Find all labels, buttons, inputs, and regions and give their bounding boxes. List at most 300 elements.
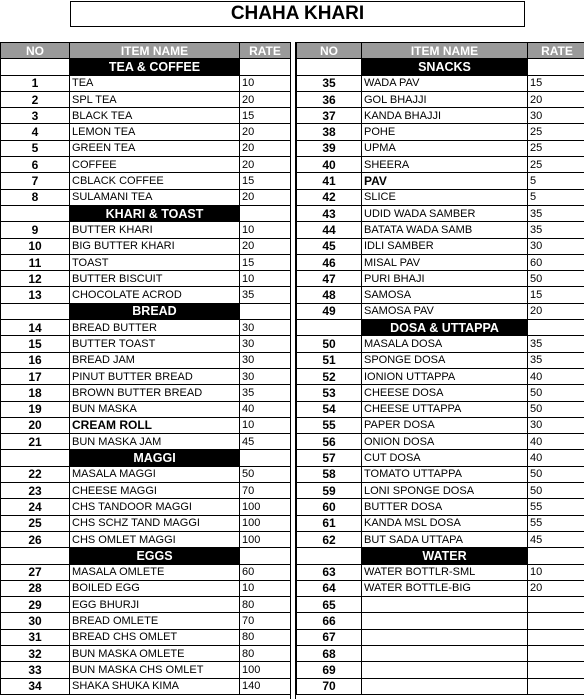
menu-item-row (1, 597, 291, 613)
item-rate: 140 (240, 678, 291, 694)
menu-item-row (1, 336, 291, 352)
item-name: BUN MASKA (70, 401, 240, 417)
menu-item-row (1, 271, 291, 287)
empty-cell (240, 303, 291, 319)
item-rate: 25 (528, 124, 584, 140)
item-rate: 35 (528, 205, 584, 221)
item-rate: 20 (240, 124, 291, 140)
item-number: 21 (1, 434, 70, 450)
menu-item-row (1, 662, 291, 678)
item-rate: 100 (240, 515, 291, 531)
item-rate: 10 (240, 222, 291, 238)
item-name: ONION DOSA (362, 434, 528, 450)
item-rate (528, 662, 584, 678)
menu-item-row (1, 580, 291, 596)
item-number: 5 (1, 140, 70, 156)
section-row (1, 59, 291, 75)
item-number: 53 (297, 385, 362, 401)
item-name: CHEESE MAGGI (70, 483, 240, 499)
item-rate: 25 (528, 140, 584, 156)
item-rate: 40 (240, 401, 291, 417)
section-heading: TEA & COFFEE (70, 59, 240, 75)
section-heading: WATER (362, 548, 528, 564)
empty-cell (528, 59, 584, 75)
menu-item-row (297, 238, 584, 254)
item-rate: 40 (528, 450, 584, 466)
item-number: 49 (297, 303, 362, 319)
item-name: UPMA (362, 140, 528, 156)
item-number: 7 (1, 173, 70, 189)
item-name: MASALA DOSA (362, 336, 528, 352)
item-number: 29 (1, 597, 70, 613)
menu-item-row (297, 629, 584, 645)
menu-item-row (297, 173, 584, 189)
item-number: 24 (1, 499, 70, 515)
empty-cell (240, 59, 291, 75)
item-rate: 100 (240, 499, 291, 515)
menu-item-row (297, 75, 584, 91)
menu-item-row (1, 385, 291, 401)
empty-cell (1, 450, 70, 466)
item-number: 8 (1, 189, 70, 205)
item-name: CREAM ROLL (70, 417, 240, 433)
menu-item-row (297, 91, 584, 107)
item-name: SLICE (362, 189, 528, 205)
empty-cell (240, 450, 291, 466)
menu-table-right (296, 42, 584, 695)
item-name: MISAL PAV (362, 254, 528, 270)
menu-item-row (297, 385, 584, 401)
item-name: BUTTER BISCUIT (70, 271, 240, 287)
item-name: TEA (70, 75, 240, 91)
menu-item-row (1, 401, 291, 417)
item-rate: 100 (240, 662, 291, 678)
section-row (297, 320, 584, 336)
menu-item-row (297, 678, 584, 694)
menu-item-row (297, 140, 584, 156)
item-rate: 10 (240, 580, 291, 596)
item-name: BUN MASKA JAM (70, 434, 240, 450)
item-number: 28 (1, 580, 70, 596)
menu-item-row (1, 645, 291, 661)
item-rate: 10 (528, 564, 584, 580)
item-rate: 50 (240, 466, 291, 482)
item-name: SPONGE DOSA (362, 352, 528, 368)
item-number: 63 (297, 564, 362, 580)
item-number: 9 (1, 222, 70, 238)
section-row (1, 450, 291, 466)
item-number: 35 (297, 75, 362, 91)
item-rate: 10 (240, 417, 291, 433)
item-name: SAMOSA PAV (362, 303, 528, 319)
item-rate: 20 (240, 238, 291, 254)
item-number: 44 (297, 222, 362, 238)
item-number: 69 (297, 662, 362, 678)
item-number: 15 (1, 336, 70, 352)
item-name: CHEESE UTTAPPA (362, 401, 528, 417)
menu-item-row (297, 303, 584, 319)
item-number: 60 (297, 499, 362, 515)
header-no: NO (297, 43, 362, 59)
item-name: BUTTER KHARI (70, 222, 240, 238)
item-number: 54 (297, 401, 362, 417)
item-name: PAV (362, 173, 528, 189)
item-number: 42 (297, 189, 362, 205)
menu-item-row (297, 499, 584, 515)
item-name: GOL BHAJJI (362, 91, 528, 107)
menu-item-row (1, 91, 291, 107)
item-rate: 50 (528, 483, 584, 499)
empty-cell (297, 59, 362, 75)
item-name (362, 597, 528, 613)
item-name: BREAD CHS OMLET (70, 629, 240, 645)
item-number: 6 (1, 157, 70, 173)
item-number: 33 (1, 662, 70, 678)
menu-item-row (297, 336, 584, 352)
item-name: BOILED EGG (70, 580, 240, 596)
menu-item-row (297, 124, 584, 140)
menu-item-row (297, 564, 584, 580)
item-number: 36 (297, 91, 362, 107)
menu-table-left (0, 42, 291, 695)
item-rate: 15 (528, 75, 584, 91)
section-heading: EGGS (70, 548, 240, 564)
item-number: 40 (297, 157, 362, 173)
item-name: LEMON TEA (70, 124, 240, 140)
section-row (1, 548, 291, 564)
item-number: 39 (297, 140, 362, 156)
item-number: 58 (297, 466, 362, 482)
item-number: 26 (1, 531, 70, 547)
item-name: BUTTER DOSA (362, 499, 528, 515)
item-rate: 5 (528, 189, 584, 205)
item-number: 23 (1, 483, 70, 499)
item-rate: 80 (240, 629, 291, 645)
item-number: 59 (297, 483, 362, 499)
menu-item-row (297, 368, 584, 384)
item-name: CBLACK COFFEE (70, 173, 240, 189)
header-no: NO (1, 43, 70, 59)
item-name: CHS TANDOOR MAGGI (70, 499, 240, 515)
item-rate: 10 (240, 271, 291, 287)
item-number: 37 (297, 108, 362, 124)
item-rate (528, 597, 584, 613)
item-name: COFFEE (70, 157, 240, 173)
item-number: 19 (1, 401, 70, 417)
item-name (362, 613, 528, 629)
item-rate: 20 (528, 580, 584, 596)
item-number: 47 (297, 271, 362, 287)
menu-item-row (1, 499, 291, 515)
item-rate: 55 (528, 515, 584, 531)
item-rate: 35 (528, 352, 584, 368)
item-number: 12 (1, 271, 70, 287)
item-name: BUN MASKA OMLETE (70, 645, 240, 661)
header-row (1, 43, 291, 59)
menu-item-row (1, 75, 291, 91)
item-name: WATER BOTTLE-BIG (362, 580, 528, 596)
item-name: BUN MASKA CHS OMLET (70, 662, 240, 678)
menu-item-row (1, 189, 291, 205)
section-heading: MAGGI (70, 450, 240, 466)
empty-cell (1, 205, 70, 221)
section-row (297, 548, 584, 564)
menu-item-row (1, 678, 291, 694)
item-name: WADA PAV (362, 75, 528, 91)
item-rate: 45 (240, 434, 291, 450)
item-rate: 70 (240, 483, 291, 499)
item-name: SHAKA SHUKA KIMA (70, 678, 240, 694)
header-row (297, 43, 584, 59)
menu-item-row (297, 597, 584, 613)
item-number: 56 (297, 434, 362, 450)
item-rate: 30 (528, 417, 584, 433)
section-heading: BREAD (70, 303, 240, 319)
menu-item-row (1, 173, 291, 189)
item-rate (528, 629, 584, 645)
item-number: 32 (1, 645, 70, 661)
item-rate: 35 (528, 336, 584, 352)
menu-item-row (1, 254, 291, 270)
empty-cell (240, 205, 291, 221)
item-rate: 30 (240, 352, 291, 368)
menu-item-row (1, 629, 291, 645)
item-rate: 15 (240, 254, 291, 270)
item-name: KANDA MSL DOSA (362, 515, 528, 531)
item-rate: 45 (528, 531, 584, 547)
item-number: 18 (1, 385, 70, 401)
item-name: GREEN TEA (70, 140, 240, 156)
item-name (362, 629, 528, 645)
menu-item-row (297, 287, 584, 303)
empty-cell (1, 303, 70, 319)
item-name: POHE (362, 124, 528, 140)
menu-item-row (1, 140, 291, 156)
empty-cell (528, 320, 584, 336)
item-rate: 10 (240, 75, 291, 91)
section-heading: DOSA & UTTAPPA (362, 320, 528, 336)
menu-item-row (1, 108, 291, 124)
menu-item-row (1, 613, 291, 629)
menu-item-row (1, 483, 291, 499)
item-rate: 40 (528, 434, 584, 450)
item-rate: 15 (240, 108, 291, 124)
menu-item-row (1, 157, 291, 173)
item-rate: 30 (240, 336, 291, 352)
item-number: 30 (1, 613, 70, 629)
menu-item-row (1, 417, 291, 433)
empty-cell (528, 548, 584, 564)
item-name: BREAD BUTTER (70, 320, 240, 336)
item-rate: 20 (240, 91, 291, 107)
item-number: 1 (1, 75, 70, 91)
section-row (1, 303, 291, 319)
item-number: 45 (297, 238, 362, 254)
menu-item-row (297, 580, 584, 596)
item-name: BATATA WADA SAMB (362, 222, 528, 238)
menu-item-row (297, 271, 584, 287)
item-name: SULAMANI TEA (70, 189, 240, 205)
item-number: 65 (297, 597, 362, 613)
item-name: SHEERA (362, 157, 528, 173)
menu-item-row (297, 108, 584, 124)
item-number: 16 (1, 352, 70, 368)
item-rate: 55 (528, 499, 584, 515)
item-name (362, 678, 528, 694)
item-number: 25 (1, 515, 70, 531)
item-rate: 20 (528, 303, 584, 319)
menu-item-row (297, 483, 584, 499)
menu-item-row (297, 254, 584, 270)
item-number: 61 (297, 515, 362, 531)
header-rate: RATE (240, 43, 291, 59)
item-rate: 80 (240, 597, 291, 613)
item-rate: 25 (528, 157, 584, 173)
item-number: 34 (1, 678, 70, 694)
item-number: 14 (1, 320, 70, 336)
item-number: 22 (1, 466, 70, 482)
item-number: 51 (297, 352, 362, 368)
menu-item-row (297, 417, 584, 433)
item-number: 31 (1, 629, 70, 645)
item-rate: 50 (528, 271, 584, 287)
item-rate: 40 (528, 368, 584, 384)
item-name (362, 645, 528, 661)
item-number: 3 (1, 108, 70, 124)
item-number: 70 (297, 678, 362, 694)
item-number: 20 (1, 417, 70, 433)
item-name: IONION UTTAPPA (362, 368, 528, 384)
item-number: 2 (1, 91, 70, 107)
item-number: 41 (297, 173, 362, 189)
item-number: 17 (1, 368, 70, 384)
item-rate: 50 (528, 385, 584, 401)
empty-cell (297, 320, 362, 336)
item-name: CUT DOSA (362, 450, 528, 466)
menu-item-row (1, 238, 291, 254)
section-heading: KHARI & TOAST (70, 205, 240, 221)
item-rate: 50 (528, 401, 584, 417)
item-number: 68 (297, 645, 362, 661)
item-number: 13 (1, 287, 70, 303)
item-rate: 15 (240, 173, 291, 189)
menu-item-row (297, 157, 584, 173)
item-rate: 30 (528, 108, 584, 124)
item-rate: 30 (240, 368, 291, 384)
item-name: SPL TEA (70, 91, 240, 107)
item-rate: 50 (528, 466, 584, 482)
item-number: 46 (297, 254, 362, 270)
item-number: 27 (1, 564, 70, 580)
item-name: BUT SADA UTTAPA (362, 531, 528, 547)
item-rate: 35 (240, 385, 291, 401)
item-number: 10 (1, 238, 70, 254)
menu-item-row (297, 613, 584, 629)
section-row (297, 59, 584, 75)
item-name: EGG BHURJI (70, 597, 240, 613)
item-name: MASALA OMLETE (70, 564, 240, 580)
item-name: CHS OMLET MAGGI (70, 531, 240, 547)
item-rate: 70 (240, 613, 291, 629)
item-name: BIG BUTTER KHARI (70, 238, 240, 254)
item-name: BLACK TEA (70, 108, 240, 124)
item-name: CHS SCHZ TAND MAGGI (70, 515, 240, 531)
item-number: 64 (297, 580, 362, 596)
menu-item-row (1, 434, 291, 450)
menu-item-row (297, 466, 584, 482)
item-rate: 5 (528, 173, 584, 189)
item-name (362, 662, 528, 678)
item-rate: 20 (528, 91, 584, 107)
menu-item-row (1, 320, 291, 336)
menu-item-row (1, 222, 291, 238)
empty-cell (1, 548, 70, 564)
item-number: 57 (297, 450, 362, 466)
header-item-name: ITEM NAME (362, 43, 528, 59)
item-name: TOAST (70, 254, 240, 270)
item-rate: 20 (240, 157, 291, 173)
item-rate: 30 (528, 238, 584, 254)
item-rate: 35 (528, 222, 584, 238)
menu-item-row (1, 124, 291, 140)
item-name: KANDA BHAJJI (362, 108, 528, 124)
item-number: 62 (297, 531, 362, 547)
item-name: PINUT BUTTER BREAD (70, 368, 240, 384)
section-heading: SNACKS (362, 59, 528, 75)
menu-item-row (297, 531, 584, 547)
menu-item-row (1, 531, 291, 547)
menu-item-row (1, 515, 291, 531)
item-rate: 60 (528, 254, 584, 270)
item-name: SAMOSA (362, 287, 528, 303)
item-rate: 80 (240, 645, 291, 661)
header-item-name: ITEM NAME (70, 43, 240, 59)
menu-title: CHAHA KHARI (70, 1, 525, 27)
header-rate: RATE (528, 43, 584, 59)
menu-item-row (1, 466, 291, 482)
menu-item-row (297, 352, 584, 368)
item-name: BREAD JAM (70, 352, 240, 368)
menu-item-row (1, 287, 291, 303)
empty-cell (297, 548, 362, 564)
item-rate (528, 613, 584, 629)
empty-cell (1, 59, 70, 75)
item-name: PAPER DOSA (362, 417, 528, 433)
menu-item-row (1, 564, 291, 580)
item-name: IDLI SAMBER (362, 238, 528, 254)
item-name: WATER BOTTLR-SML (362, 564, 528, 580)
item-number: 50 (297, 336, 362, 352)
item-number: 43 (297, 205, 362, 221)
item-rate (528, 678, 584, 694)
menu-item-row (297, 401, 584, 417)
empty-cell (240, 548, 291, 564)
item-number: 38 (297, 124, 362, 140)
item-rate: 35 (240, 287, 291, 303)
menu-item-row (297, 450, 584, 466)
item-rate: 30 (240, 320, 291, 336)
item-name: BROWN BUTTER BREAD (70, 385, 240, 401)
item-number: 66 (297, 613, 362, 629)
item-rate: 100 (240, 531, 291, 547)
menu-item-row (297, 645, 584, 661)
item-number: 67 (297, 629, 362, 645)
menu-item-row (297, 434, 584, 450)
item-name: CHEESE DOSA (362, 385, 528, 401)
menu-item-row (297, 515, 584, 531)
menu-item-row (1, 368, 291, 384)
item-name: CHOCOLATE ACROD (70, 287, 240, 303)
